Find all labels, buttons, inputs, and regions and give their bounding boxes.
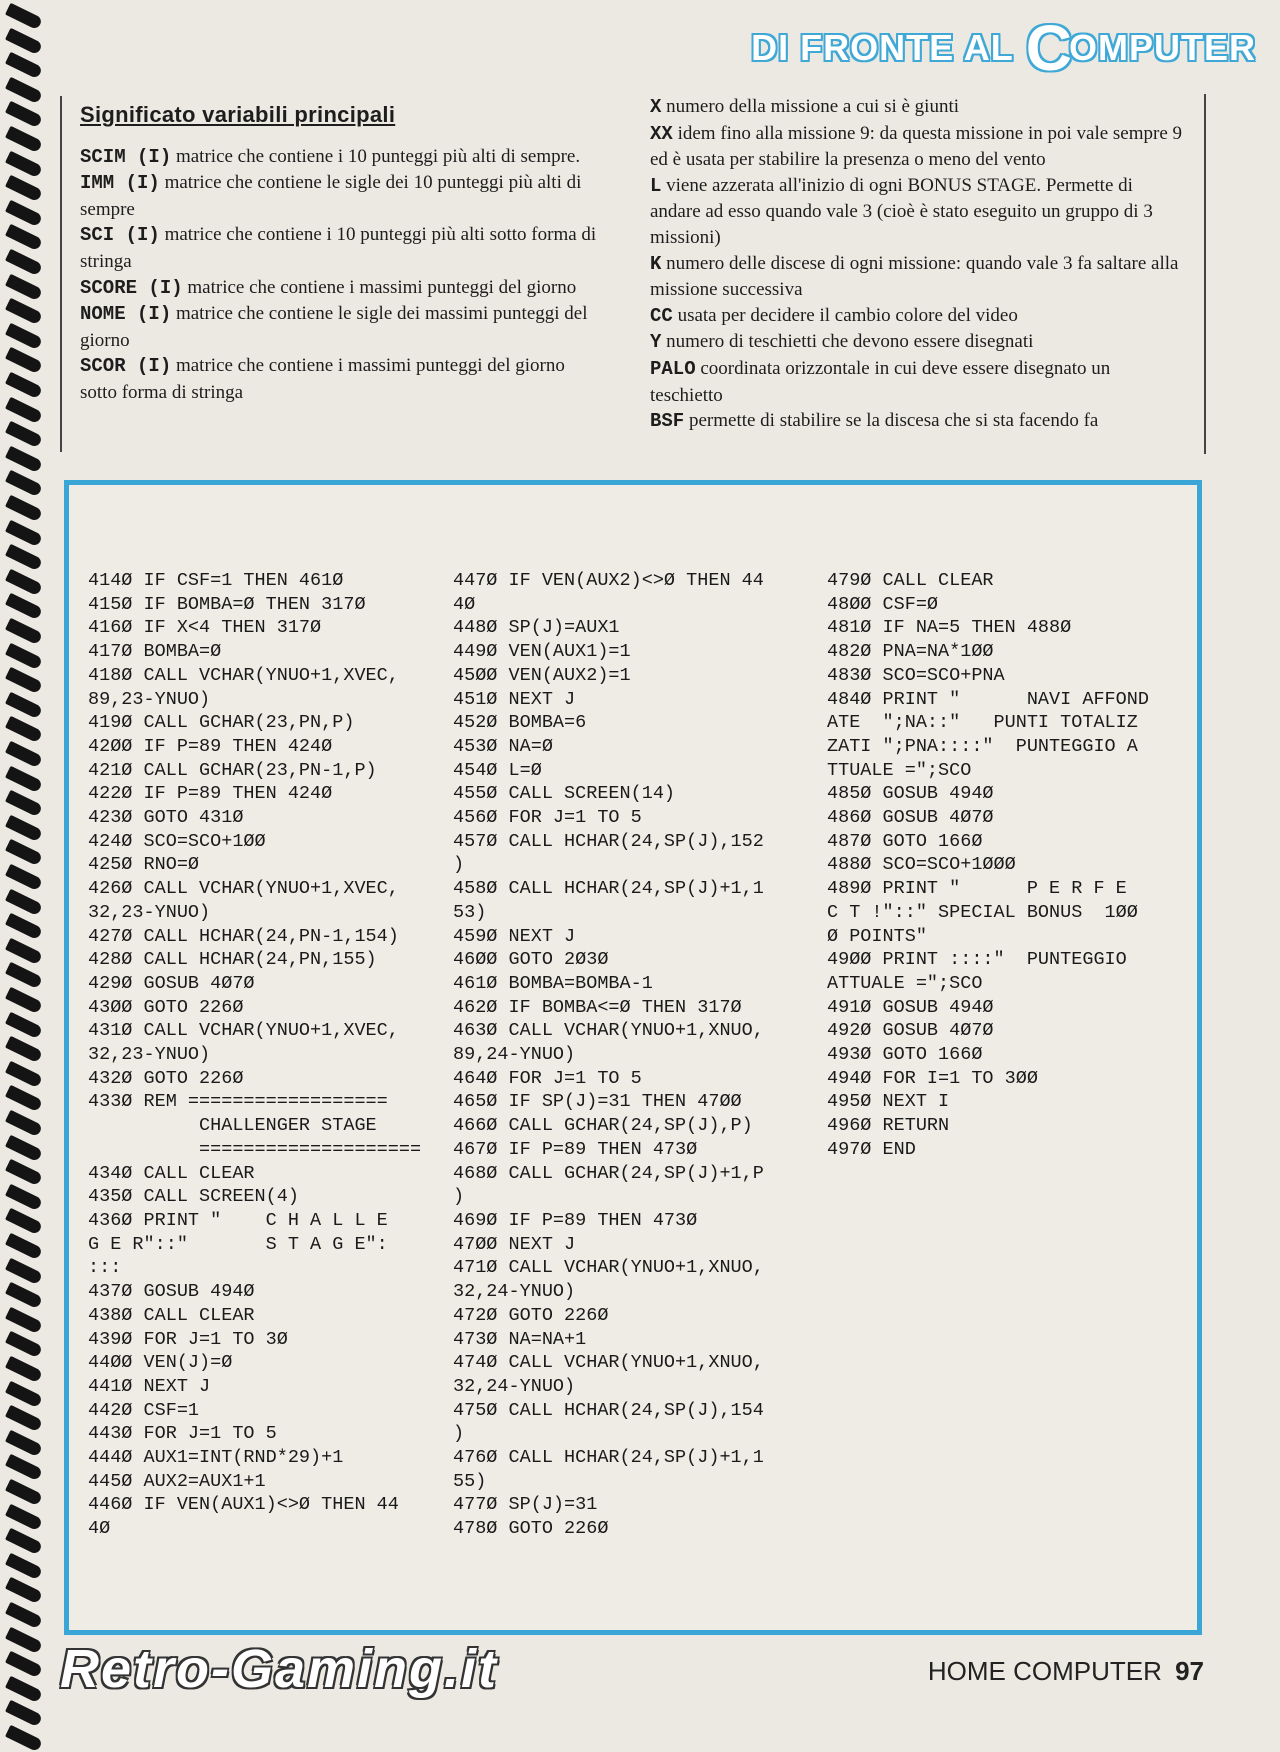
listing-column-3 [827, 569, 1149, 1162]
code-line: 452Ø BOMBA=6 [453, 712, 587, 734]
code-line: 423Ø GOTO 431Ø [88, 807, 244, 829]
glossary-description: matrice che contiene i massimi punteggi del giorno sotto forma di stringa [80, 355, 565, 403]
spiral-coil [5, 593, 43, 620]
code-line: 458Ø CALL HCHAR(24,SP(J)+1,1 [453, 878, 764, 900]
code-line: 487Ø GOTO 166Ø [827, 830, 983, 852]
code-line: 4Ø [88, 1518, 111, 1540]
spiral-coil [5, 667, 43, 694]
code-line: 463Ø CALL VCHAR(YNUO+1,XNUO, [453, 1020, 764, 1042]
spiral-coil [5, 1282, 43, 1309]
spiral-coil [5, 175, 43, 202]
code-line: 422Ø IF P=89 THEN 424Ø [88, 783, 333, 805]
code-line: 434Ø CALL CLEAR [88, 1162, 255, 1184]
spiral-coil [5, 126, 43, 153]
code-line: 427Ø CALL HCHAR(24,PN-1,154) [88, 925, 399, 947]
code-line: ATE ";NA::" PUNTI TOTALIZ [827, 712, 1138, 734]
glossary-term: PALO [650, 357, 696, 380]
code-line: 484Ø PRINT " NAVI AFFOND [827, 688, 1149, 710]
code-line: 49ØØ PRINT ::::" PUNTEGGIO [827, 949, 1127, 971]
spiral-coil [5, 839, 43, 866]
magazine-name: HOME COMPUTER [927, 1656, 1162, 1686]
code-line: 442Ø CSF=1 [88, 1399, 200, 1421]
code-line: ) [453, 1186, 465, 1208]
glossary-entry [80, 275, 600, 302]
code-line: 428Ø CALL HCHAR(24,PN,155) [88, 949, 377, 971]
spiral-coil [5, 323, 43, 350]
spiral-coil [5, 3, 43, 30]
code-line: 46ØØ GOTO 2Ø3Ø [453, 949, 609, 971]
code-line: 497Ø END [827, 1138, 916, 1160]
code-line: 461Ø BOMBA=BOMBA-1 [453, 972, 653, 994]
code-line: 32,24-YNUO) [453, 1281, 576, 1303]
code-line: 465Ø IF SP(J)=31 THEN 47ØØ [453, 1091, 742, 1113]
code-line: 469Ø IF P=89 THEN 473Ø [453, 1209, 698, 1231]
code-line: 472Ø GOTO 226Ø [453, 1304, 609, 1326]
code-line: 446Ø IF VEN(AUX1)<>Ø THEN 44 [88, 1494, 399, 1516]
glossary-term: NOME (I) [80, 303, 172, 326]
spiral-coil [5, 815, 43, 842]
glossary-entry [650, 94, 1186, 121]
spiral-coil [5, 273, 43, 300]
code-line: 43ØØ GOTO 226Ø [88, 996, 244, 1018]
spiral-coil [5, 1454, 43, 1481]
code-line: G E R"::" S T A G E": [88, 1233, 388, 1255]
glossary-entry [80, 353, 600, 405]
code-line: 415Ø IF BOMBA=Ø THEN 317Ø [88, 593, 366, 615]
code-line: 433Ø REM ================== [88, 1091, 388, 1113]
code-line: 447Ø IF VEN(AUX2)<>Ø THEN 44 [453, 570, 764, 591]
code-line: 464Ø FOR J=1 TO 5 [453, 1067, 642, 1089]
spiral-coil [5, 27, 43, 54]
code-line: 455Ø CALL SCREEN(14) [453, 783, 676, 805]
spiral-coil [5, 495, 43, 522]
code-line: C T !"::" SPECIAL BONUS 1ØØ [827, 901, 1138, 923]
spiral-coil [5, 962, 43, 989]
code-line: 482Ø PNA=NA*1ØØ [827, 641, 994, 663]
glossary-entry [80, 170, 600, 222]
page-number: 97 [1175, 1656, 1204, 1686]
glossary-term: K [650, 252, 662, 275]
code-line: 496Ø RETURN [827, 1115, 950, 1137]
glossary-description: coordinata orizzontale in cui deve essere disegnato un teschietto [650, 357, 1111, 406]
code-line: 462Ø IF BOMBA<=Ø THEN 317Ø [453, 996, 742, 1018]
spiral-coil [5, 1528, 43, 1555]
code-line: 424Ø SCO=SCO+1ØØ [88, 830, 266, 852]
glossary-term: SCORE (I) [80, 276, 183, 299]
glossary-term: CC [650, 304, 673, 327]
header-prefix: DI FRONTE AL [751, 27, 1014, 68]
glossary-description: numero della missione a cui si è giunti [661, 96, 960, 117]
spiral-coil [5, 1356, 43, 1383]
code-line: 414Ø IF CSF=1 THEN 461Ø [88, 570, 344, 591]
glossary-entry [650, 329, 1186, 356]
code-line: 473Ø NA=NA+1 [453, 1328, 587, 1350]
computer-logo-letter: C [1025, 12, 1073, 84]
glossary-left-entries [80, 144, 600, 406]
spiral-coil [5, 987, 43, 1014]
spiral-coil [5, 1307, 43, 1334]
code-line: ATTUALE =";SCO [827, 972, 983, 994]
code-line: 474Ø CALL VCHAR(YNUO+1,XNUO, [453, 1352, 764, 1374]
spiral-coil [5, 372, 43, 399]
spiral-coil [5, 1651, 43, 1678]
glossary-entry [650, 356, 1186, 408]
code-line: 466Ø CALL GCHAR(24,SP(J),P) [453, 1115, 753, 1137]
spiral-coil [5, 1085, 43, 1112]
glossary-entry [650, 121, 1186, 173]
spiral-coil [5, 1134, 43, 1161]
glossary-right-entries [650, 94, 1186, 435]
code-line: 457Ø CALL HCHAR(24,SP(J),152 [453, 830, 764, 852]
glossary-description: matrice che contiene i 10 punteggi più alti sotto forma di stringa [80, 224, 597, 272]
code-line: 456Ø FOR J=1 TO 5 [453, 807, 642, 829]
code-line: 449Ø VEN(AUX1)=1 [453, 641, 631, 663]
program-listing-box [64, 480, 1202, 1635]
code-line: ZATI ";PNA::::" PUNTEGGIO A [827, 735, 1138, 757]
glossary-term: X [650, 96, 662, 118]
section-header [751, 12, 1256, 84]
glossary-description: numero di teschietti che devono essere disegnati [661, 331, 1034, 353]
spiral-coil [5, 519, 43, 546]
spiral-coil [5, 150, 43, 177]
code-line: 438Ø CALL CLEAR [88, 1304, 255, 1326]
code-line: 441Ø NEXT J [88, 1375, 211, 1397]
code-line: 435Ø CALL SCREEN(4) [88, 1186, 299, 1208]
glossary-description: usata per decidere il cambio colore del video [672, 304, 1018, 326]
code-line: 481Ø IF NA=5 THEN 488Ø [827, 617, 1072, 639]
spiral-coil [5, 1405, 43, 1432]
code-line: 477Ø SP(J)=31 [453, 1494, 598, 1516]
glossary-description: matrice che contiene i massimi punteggi del giorno [182, 276, 577, 298]
spiral-coil [5, 1159, 43, 1186]
spiral-coil [5, 1725, 43, 1752]
code-line: 45ØØ VEN(AUX2)=1 [453, 664, 631, 686]
spiral-coil [5, 1331, 43, 1358]
spiral-coil [5, 470, 43, 497]
code-line: 493Ø GOTO 166Ø [827, 1044, 983, 1066]
code-line: 475Ø CALL HCHAR(24,SP(J),154 [453, 1399, 764, 1421]
spiral-coil [5, 101, 43, 128]
spiral-coil [5, 1479, 43, 1506]
code-line: 485Ø GOSUB 494Ø [827, 783, 994, 805]
glossary-term: IMM (I) [80, 172, 160, 195]
code-line: ::: [88, 1257, 122, 1279]
code-line: 425Ø RNO=Ø [88, 854, 200, 876]
code-line: 419Ø CALL GCHAR(23,PN,P) [88, 712, 355, 734]
code-line: 486Ø GOSUB 4Ø7Ø [827, 807, 994, 829]
code-line: 32,24-YNUO) [453, 1375, 576, 1397]
code-line: 44ØØ VEN(J)=Ø [88, 1352, 233, 1374]
code-line: 468Ø CALL GCHAR(24,SP(J)+1,P [453, 1162, 764, 1184]
code-line: 439Ø FOR J=1 TO 3Ø [88, 1328, 288, 1350]
code-line: 448Ø SP(J)=AUX1 [453, 617, 620, 639]
code-line: 47ØØ NEXT J [453, 1233, 576, 1255]
code-line: 32,23-YNUO) [88, 901, 211, 923]
spiral-coil [5, 1380, 43, 1407]
code-line: 416Ø IF X<4 THEN 317Ø [88, 617, 322, 639]
spiral-coil [5, 569, 43, 596]
glossary-term: SCI (I) [80, 224, 160, 247]
glossary-term: Y [650, 331, 662, 354]
spiral-coil [5, 1233, 43, 1260]
spiral-binding [0, 0, 52, 1741]
spiral-coil [5, 642, 43, 669]
glossary-description: matrice che contiene i 10 punteggi più alti di sempre. [171, 145, 581, 167]
spiral-coil [5, 1257, 43, 1284]
code-line: CHALLENGER STAGE [88, 1115, 377, 1137]
code-line: 483Ø SCO=SCO+PNA [827, 664, 1005, 686]
spiral-coil [5, 716, 43, 743]
code-line: 55) [453, 1470, 487, 1492]
glossary-right-column [650, 94, 1206, 454]
spiral-coil [5, 52, 43, 79]
code-line: Ø POINTS" [827, 925, 927, 947]
watermark: Retro-Gaming.it [60, 1639, 499, 1699]
spiral-coil [5, 396, 43, 423]
glossary-description: idem fino alla missione 9: da questa missione in poi vale sempre 9 ed è usata per stabilire la presenza o meno del vento [650, 122, 1183, 171]
spiral-coil [5, 421, 43, 448]
code-line: 32,23-YNUO) [88, 1044, 211, 1066]
code-line: 431Ø CALL VCHAR(YNUO+1,XVEC, [88, 1020, 399, 1042]
spiral-coil [5, 249, 43, 276]
code-line: 459Ø NEXT J [453, 925, 576, 947]
code-line: 454Ø L=Ø [453, 759, 542, 781]
spiral-coil [5, 1553, 43, 1580]
spiral-coil [5, 347, 43, 374]
glossary-left-column [60, 96, 600, 452]
code-line: 436Ø PRINT " C H A L L E [88, 1209, 388, 1231]
glossary-title: Significato variabili principali [80, 102, 396, 127]
spiral-coil [5, 618, 43, 645]
glossary-term: SCIM (I) [80, 145, 172, 168]
glossary-term: SCOR (I) [80, 355, 172, 378]
code-line: 494Ø FOR I=1 TO 3ØØ [827, 1067, 1038, 1089]
glossary-entry [80, 301, 600, 353]
code-line: 418Ø CALL VCHAR(YNUO+1,XVEC, [88, 664, 399, 686]
glossary-term: L [650, 174, 662, 197]
code-line: 467Ø IF P=89 THEN 473Ø [453, 1138, 698, 1160]
spiral-coil [5, 298, 43, 325]
spiral-coil [5, 77, 43, 104]
glossary-entry [80, 222, 600, 274]
code-line: 488Ø SCO=SCO+1ØØØ [827, 854, 1016, 876]
listing-column-1 [88, 569, 421, 1541]
spiral-coil [5, 1011, 43, 1038]
header-suffix: OMPUTER [1069, 27, 1256, 68]
code-line: ==================== [88, 1138, 422, 1160]
spiral-coil [5, 200, 43, 227]
code-line: 421Ø CALL GCHAR(23,PN-1,P) [88, 759, 377, 781]
spiral-coil [5, 1503, 43, 1530]
code-line: 48ØØ CSF=Ø [827, 593, 939, 615]
spiral-coil [5, 913, 43, 940]
code-line: TTUALE =";SCO [827, 759, 972, 781]
spiral-coil [5, 446, 43, 473]
spiral-coil [5, 224, 43, 251]
code-line: 451Ø NEXT J [453, 688, 576, 710]
spiral-coil [5, 692, 43, 719]
glossary-description: numero delle discese di ogni missione: quando vale 3 fa saltare alla missione successiva [650, 252, 1179, 301]
spiral-coil [5, 1676, 43, 1703]
glossary-entry [650, 408, 1186, 435]
spiral-coil [5, 888, 43, 915]
code-line: 476Ø CALL HCHAR(24,SP(J)+1,1 [453, 1447, 764, 1469]
code-line: ) [453, 854, 465, 876]
glossary-entry [650, 173, 1186, 251]
spiral-coil [5, 1061, 43, 1088]
listing-column-2 [453, 569, 764, 1541]
code-line: 429Ø GOSUB 4Ø7Ø [88, 972, 255, 994]
code-line: 42ØØ IF P=89 THEN 424Ø [88, 735, 333, 757]
glossary-description: permette di stabilire se la discesa che si sta facendo fa [684, 410, 1099, 432]
spiral-coil [5, 790, 43, 817]
spiral-coil [5, 1430, 43, 1457]
glossary-description: viene azzerata all'inizio di ogni BONUS STAGE. Permette di andare ad esso quando vale 3 (cioè è stato eseguito un gruppo di 3 missioni) [650, 174, 1153, 248]
code-line: 453Ø NA=Ø [453, 735, 553, 757]
spiral-coil [5, 864, 43, 891]
spiral-coil [5, 1110, 43, 1137]
code-line: 89,24-YNUO) [453, 1044, 576, 1066]
spiral-coil [5, 1577, 43, 1604]
code-line: 478Ø GOTO 226Ø [453, 1518, 609, 1540]
code-line: 444Ø AUX1=INT(RND*29)+1 [88, 1447, 344, 1469]
code-line: 437Ø GOSUB 494Ø [88, 1281, 255, 1303]
code-line: 426Ø CALL VCHAR(YNUO+1,XVEC, [88, 878, 399, 900]
spiral-coil [5, 544, 43, 571]
glossary-entry [650, 303, 1186, 330]
spiral-coil [5, 741, 43, 768]
glossary-description: matrice che contiene le sigle dei 10 punteggi più alti di sempre [80, 172, 582, 220]
code-line: 53) [453, 901, 487, 923]
code-line: 4Ø [453, 593, 476, 615]
code-line: 471Ø CALL VCHAR(YNUO+1,XNUO, [453, 1257, 764, 1279]
spiral-coil [5, 1626, 43, 1653]
code-line: 432Ø GOTO 226Ø [88, 1067, 244, 1089]
spiral-coil [5, 1036, 43, 1063]
code-line: 445Ø AUX2=AUX1+1 [88, 1470, 266, 1492]
code-line: 492Ø GOSUB 4Ø7Ø [827, 1020, 994, 1042]
glossary-term: BSF [650, 410, 685, 433]
spiral-coil [5, 765, 43, 792]
spiral-coil [5, 1208, 43, 1235]
glossary-entry [650, 251, 1186, 303]
code-line: 495Ø NEXT I [827, 1091, 950, 1113]
code-line: 417Ø BOMBA=Ø [88, 641, 222, 663]
code-line: 479Ø CALL CLEAR [827, 570, 994, 591]
code-line: 489Ø PRINT " P E R F E [827, 878, 1127, 900]
page-footer [928, 1656, 1204, 1687]
glossary-entry [80, 144, 600, 171]
code-line: 89,23-YNUO) [88, 688, 211, 710]
spiral-coil [5, 1602, 43, 1629]
code-line: 491Ø GOSUB 494Ø [827, 996, 994, 1018]
spiral-coil [5, 1700, 43, 1727]
code-line: ) [453, 1423, 465, 1445]
spiral-coil [5, 938, 43, 965]
glossary-description: matrice che contiene le sigle dei massimi punteggi del giorno [80, 303, 588, 351]
glossary-term: XX [650, 122, 673, 145]
code-line: 443Ø FOR J=1 TO 5 [88, 1423, 277, 1445]
spiral-coil [5, 1184, 43, 1211]
